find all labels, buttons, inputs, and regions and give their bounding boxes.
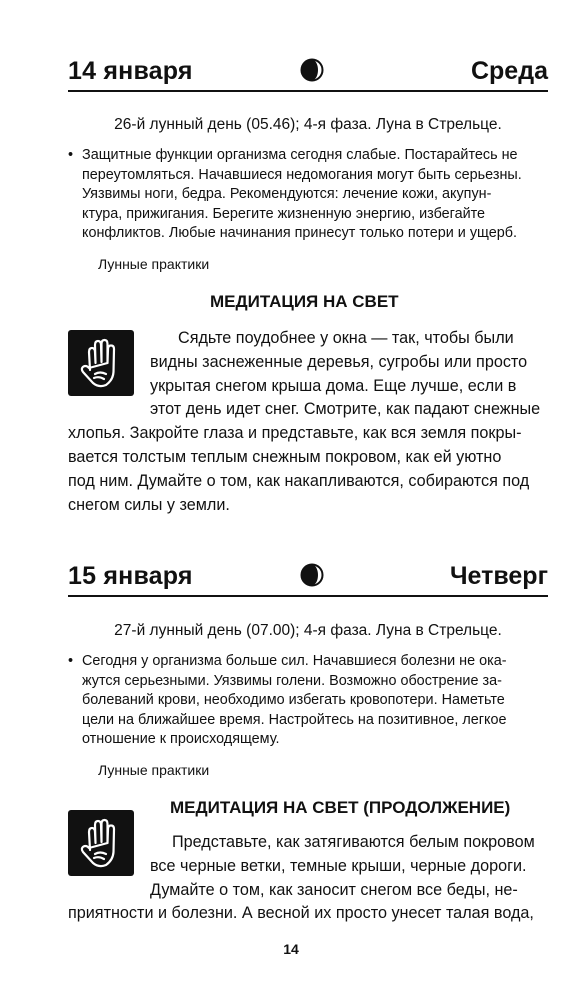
meditation-line: приятности и болезни. А весной их просто унесет талая вода, [68,904,534,923]
advice-line: отношение к происходящему. [82,731,280,747]
practice-label: Лунные практики [98,762,210,778]
bullet-icon: • [68,147,74,163]
meditation-line: видны заснеженные деревья, сугробы или просто [150,352,528,371]
advice-line: конфликтов. Любые начинания принесут только потери и ущерб. [82,225,517,241]
meditation-line: Думайте о том, как заносит снегом все беды, не- [150,880,518,899]
moon-phase-icon [300,563,324,587]
meditation-line: вается толстым теплым снежным покровом, как ей уютно [68,447,502,466]
meditation-line: этот день идет снег. Смотрите, как падают снежные [150,400,541,419]
advice-line: цели на ближайшее время. Настройтесь на позитивное, легкое [82,711,507,728]
header-rule [68,90,548,92]
day-weekday: Четверг [449,562,548,590]
health-advice [68,652,550,750]
advice-line: болеваний крови, необходимо избегать кровопотери. Наметьте [82,692,505,708]
health-advice [68,146,550,244]
day-header-15-jan [68,562,548,602]
advice-line: переутомляться. Начавшиеся недомогания могут быть серьезны. [82,166,522,183]
meditation-line: Представьте, как затягиваются белым покровом [172,833,535,851]
lunar-day-info: 27-й лунный день (07.00); 4-я фаза. Луна в Стрельце. [114,622,502,639]
meditation-line: все черные ветки, темные крыши, черные дороги. [150,856,527,875]
meditation-title: МЕДИТАЦИЯ НА СВЕТ (ПРОДОЛЖЕНИЕ) [170,798,511,817]
advice-line: ктура, прижигания. Берегите жизненную энергию, избегайте [82,205,486,222]
day-header-14-jan [68,57,548,97]
page-number: 14 [283,941,299,957]
lunar-day-info: 26-й лунный день (05.46); 4-я фаза. Луна в Стрельце. [114,116,502,133]
advice-line: жутся серьезными. Уязвимы голени. Возможно обострение за- [82,672,502,689]
practice-label: Лунные практики [98,256,210,272]
moon-phase-icon [300,58,324,82]
advice-line: Защитные функции организма сегодня слабые. Постарайтесь не [82,147,518,163]
advice-line: Уязвимы ноги, бедра. Рекомендуются: лечение кожи, акупун- [82,186,492,202]
header-rule [68,595,548,597]
meditation-title: МЕДИТАЦИЯ НА СВЕТ [210,292,399,311]
day-date: 14 января [68,57,193,85]
meditation-line: под ним. Думайте о том, как накапливаются, собираются под [68,471,530,490]
day-date: 15 января [68,562,193,590]
meditation-line: хлопья. Закройте глаза и представьте, как вся земля покры- [68,424,522,443]
advice-line: Сегодня у организма больше сил. Начавшиеся болезни не ока- [82,653,507,669]
meditation-text [68,327,552,517]
meditation-text [68,831,552,926]
meditation-line: Сядьте поудобнее у окна — так, чтобы были [178,329,514,347]
bullet-icon: • [68,653,74,669]
meditation-line: укрытая снегом крыша дома. Еще лучше, если в [150,376,517,395]
meditation-line: снегом силы у земли. [68,495,230,514]
day-weekday: Среда [470,57,548,85]
